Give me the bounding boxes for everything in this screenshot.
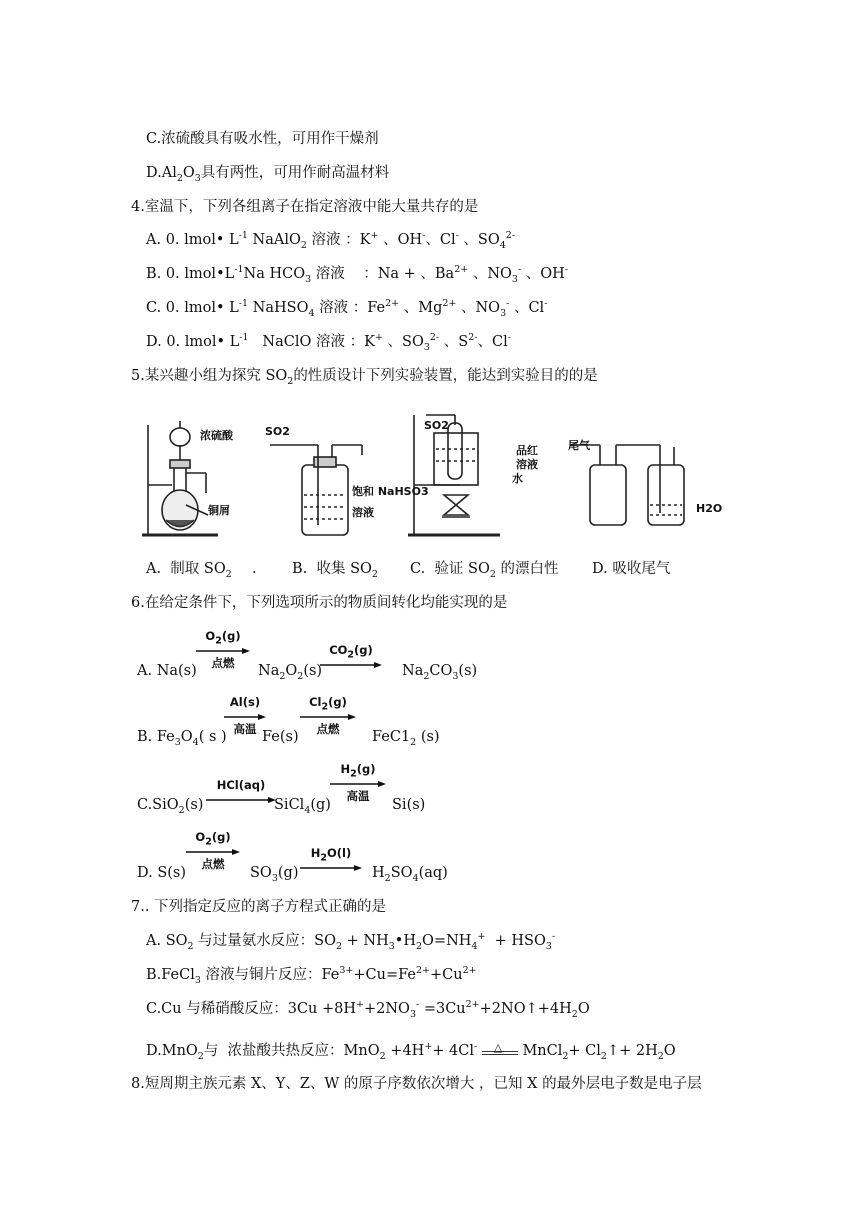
q6c-arrow1: HCl(aq)	[206, 780, 276, 810]
label-tail-gas: 尾气	[568, 439, 590, 452]
q6c-arrow2: $H_2(g)$ 高温	[330, 764, 386, 804]
q6d-end: $H_2SO_4(aq)$	[372, 865, 448, 884]
label-solution: 溶液	[352, 506, 374, 519]
q3-option-c: C.浓硫酸具有吸水性，可用作干燥剂	[146, 131, 379, 147]
q6d-arrow1: $O_2(g)$ 点燃	[186, 832, 240, 872]
q6a-end: $Na_2CO_3(s)$	[402, 663, 478, 682]
q6c-end: Si(s)	[392, 797, 426, 813]
q7-option-b: B.FeCl$_3$ 溶液与铜片反应：$Fe^{3+}+Cu=Fe^{2+}+Cu^{2+}$	[146, 965, 477, 986]
q5-option-c: C. 验证 $SO_2$ 的漂白性	[410, 561, 559, 580]
q5-dot: .	[252, 561, 257, 577]
q4-option-c: C. 0. lmol• $L^{-1}$ NaHSO$_4$ 溶液 ：$Fe^{2+}$ 、$Mg^{2+}$ 、$NO_3^-$ 、Cl-	[146, 298, 548, 319]
q5-stem: 5.某兴趣小组为探究 $SO_2$的性质设计下列实验装置，能达到实验目的的是	[131, 368, 598, 387]
q5-option-b: B. 收集 $SO_2$	[292, 561, 378, 580]
q6b-start: B. $Fe_3O_4$( s )	[137, 729, 227, 748]
label-conc-acid: 浓硫酸	[200, 429, 233, 442]
q6c-mid: SiCl$_4$(g)	[274, 797, 331, 816]
q7-option-a: A. $SO_2$ 与过量氨水反应：$SO_2$ + $NH_3•H_2O=NH_4^+ + HSO_3^-$	[146, 931, 556, 952]
q6b-arrow2: $Cl_2(g)$ 点燃	[300, 697, 356, 737]
label-water: 水	[512, 472, 523, 485]
q4-option-d: D. 0. lmol• $L^{-1}$ NaClO 溶液 ：K+ 、$SO_3^{2-}$ 、$S^{2-}$、Cl-	[146, 332, 511, 353]
label-pinhong: 品红	[516, 444, 538, 457]
q5-option-d: D. 吸收尾气	[592, 561, 671, 577]
q6d-mid: $SO_3(g)$	[250, 865, 299, 884]
label-so2-b: SO2	[265, 425, 290, 438]
q7-stem: 7.. 下列指定反应的离子方程式正确的是	[131, 899, 387, 915]
q6-stem: 6.在给定条件下，下列选项所示的物质间转化均能实现的是	[131, 595, 508, 611]
q6a-arrow1: $O_2(g)$ 点燃	[196, 631, 250, 671]
q6b-arrow1: Al(s) 高温	[224, 697, 266, 737]
q4-option-b: B. 0. $lmol•L^{-1}Na$ $HCO_3$ 溶液 ：Na + 、$Ba^{2+}$ 、$NO_3^-$ 、OH-	[146, 264, 569, 285]
label-nahso3: 饱和 NaHSO3	[352, 485, 429, 498]
q6a-start: A. Na(s)	[137, 663, 197, 679]
q5-option-a: A. 制取 $SO_2$	[146, 561, 232, 580]
q3-option-d: $D.Al_2O_3$具有两性，可用作耐高温材料	[146, 165, 390, 184]
label-so2-c: SO2	[424, 419, 449, 432]
q6c-start: C.SiO$_2$(s)	[137, 797, 204, 816]
label-copper: 铜屑	[208, 504, 230, 517]
q6d-arrow2: $H_2O(l)$	[300, 848, 362, 878]
q6b-end: $FeC1_2$ (s)	[372, 729, 440, 748]
q6b-mid: Fe(s)	[262, 729, 299, 745]
q4-option-a: A. 0. lmol• $L^{-1}$ NaAlO$_2$ 溶液 ：K+ 、OH-、Cl- 、$SO_4^{2-}$	[146, 230, 516, 251]
q8-stem: 8.短周期主族元素 X、Y、Z、W 的原子序数依次增大 ，已知 X 的最外层电子数是电子层	[131, 1076, 702, 1092]
q7-option-d: D.MnO$_2$与 浓盐酸共热反应：MnO$_2$ +4H++ 4Cl- △ MnCl$_2$+ $Cl_2↑+ 2H_2O$	[146, 1041, 676, 1062]
label-h2o: H2O	[696, 502, 723, 515]
q6d-start: D. S(s)	[137, 865, 187, 881]
q7-option-c: C.Cu 与稀硝酸反应：$3Cu +8H^++2NO_3^-$ $=3Cu^{2+}+2NO↑+4H_2O$	[146, 999, 590, 1020]
q6a-arrow2: $CO_2(g)$	[320, 645, 382, 675]
q4-stem: 4.室温下，下列各组离子在指定溶液中能大量共存的是	[131, 199, 479, 215]
label-pinhong-solution: 溶液	[516, 458, 538, 471]
q6a-mid: $Na_2O_2(s)$	[258, 663, 323, 682]
